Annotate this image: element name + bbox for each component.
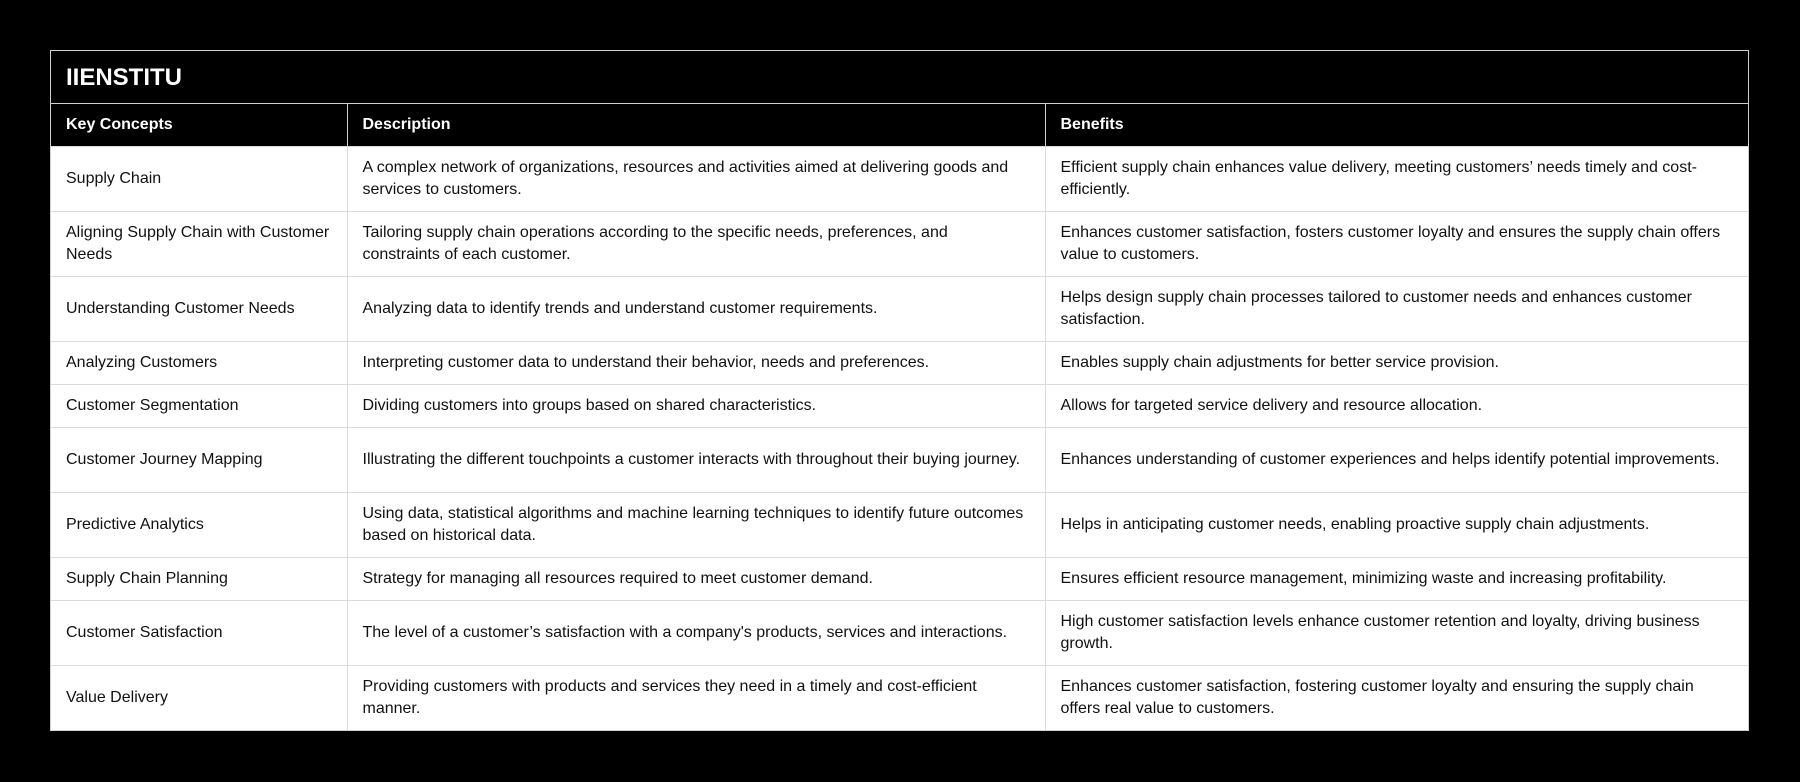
cell-benefits: Helps in anticipating customer needs, enabling proactive supply chain adjustments. <box>1045 492 1748 557</box>
cell-benefits: Enhances customer satisfaction, fostering customer loyalty and ensuring the supply chain offers real value to customers. <box>1045 665 1748 730</box>
cell-description: Dividing customers into groups based on shared characteristics. <box>347 384 1045 427</box>
header-benefits: Benefits <box>1045 104 1748 146</box>
cell-concept: Value Delivery <box>51 665 347 730</box>
header-row <box>51 104 1748 146</box>
cell-description: Illustrating the different touchpoints a customer interacts with throughout their buying journey. <box>347 427 1045 492</box>
table-row <box>51 276 1748 341</box>
cell-benefits: Enhances customer satisfaction, fosters customer loyalty and ensures the supply chain offers value to customers. <box>1045 211 1748 276</box>
cell-concept: Aligning Supply Chain with Customer Needs <box>51 211 347 276</box>
cell-concept: Supply Chain Planning <box>51 557 347 600</box>
cell-description: Analyzing data to identify trends and understand customer requirements. <box>347 276 1045 341</box>
table-row <box>51 384 1748 427</box>
cell-benefits: High customer satisfaction levels enhance customer retention and loyalty, driving business growth. <box>1045 600 1748 665</box>
table-row <box>51 427 1748 492</box>
concepts-table-container <box>50 50 1749 731</box>
cell-benefits: Enables supply chain adjustments for better service provision. <box>1045 341 1748 384</box>
table-title: IIENSTITU <box>51 51 1748 104</box>
table-row <box>51 211 1748 276</box>
concepts-table <box>51 104 1748 730</box>
table-row <box>51 341 1748 384</box>
cell-benefits: Allows for targeted service delivery and resource allocation. <box>1045 384 1748 427</box>
cell-benefits: Enhances understanding of customer experiences and helps identify potential improvements. <box>1045 427 1748 492</box>
cell-description: Providing customers with products and services they need in a timely and cost-efficient manner. <box>347 665 1045 730</box>
cell-description: The level of a customer’s satisfaction with a company's products, services and interactions. <box>347 600 1045 665</box>
cell-concept: Customer Segmentation <box>51 384 347 427</box>
cell-benefits: Helps design supply chain processes tailored to customer needs and enhances customer satisfaction. <box>1045 276 1748 341</box>
table-row <box>51 665 1748 730</box>
cell-benefits: Efficient supply chain enhances value delivery, meeting customers’ needs timely and cost-efficiently. <box>1045 146 1748 211</box>
cell-description: Interpreting customer data to understand their behavior, needs and preferences. <box>347 341 1045 384</box>
header-key-concepts: Key Concepts <box>51 104 347 146</box>
table-row <box>51 557 1748 600</box>
cell-concept: Understanding Customer Needs <box>51 276 347 341</box>
cell-description: Tailoring supply chain operations according to the specific needs, preferences, and constraints of each customer. <box>347 211 1045 276</box>
cell-concept: Analyzing Customers <box>51 341 347 384</box>
header-description: Description <box>347 104 1045 146</box>
table-row <box>51 492 1748 557</box>
cell-description: Using data, statistical algorithms and machine learning techniques to identify future outcomes based on historical data. <box>347 492 1045 557</box>
cell-concept: Predictive Analytics <box>51 492 347 557</box>
cell-concept: Customer Satisfaction <box>51 600 347 665</box>
cell-description: A complex network of organizations, resources and activities aimed at delivering goods and services to customers. <box>347 146 1045 211</box>
table-row <box>51 146 1748 211</box>
table-row <box>51 600 1748 665</box>
cell-concept: Supply Chain <box>51 146 347 211</box>
cell-description: Strategy for managing all resources required to meet customer demand. <box>347 557 1045 600</box>
cell-concept: Customer Journey Mapping <box>51 427 347 492</box>
cell-benefits: Ensures efficient resource management, minimizing waste and increasing profitability. <box>1045 557 1748 600</box>
